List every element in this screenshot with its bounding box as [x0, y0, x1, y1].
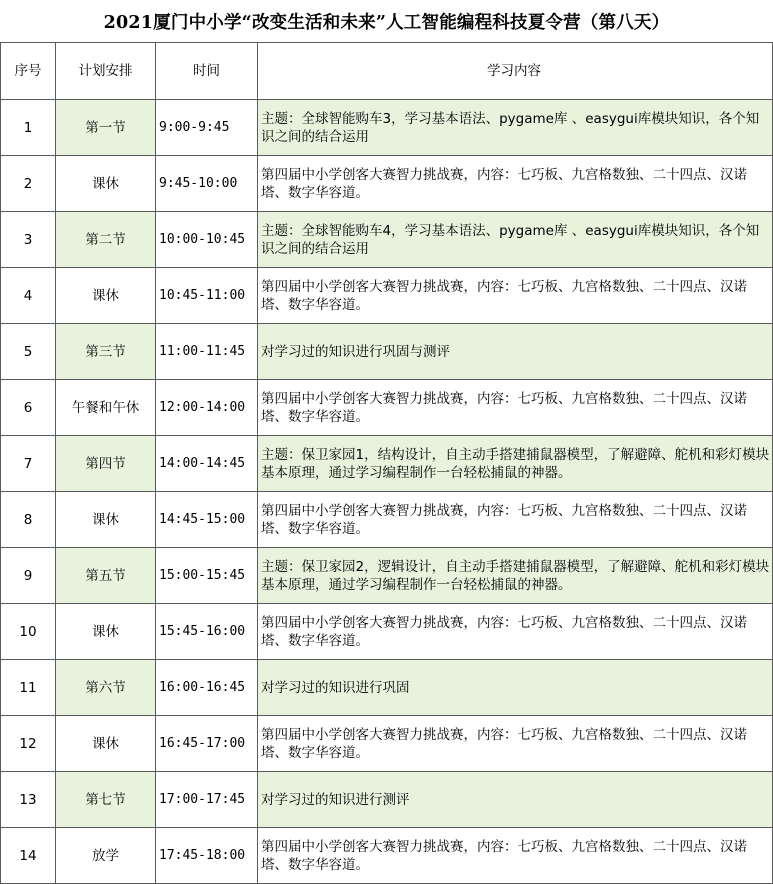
row-index: 14: [1, 828, 56, 884]
row-plan: 第六节: [56, 660, 156, 716]
row-time: 15:00-15:45: [156, 548, 258, 604]
row-time: 15:45-16:00: [156, 604, 258, 660]
row-content: 第四届中小学创客大赛智力挑战赛，内容：七巧板、九宫格数独、二十四点、汉诺塔、数字华容道。: [258, 380, 773, 436]
row-index: 3: [1, 212, 56, 268]
row-content: 第四届中小学创客大赛智力挑战赛，内容：七巧板、九宫格数独、二十四点、汉诺塔、数字华容道。: [258, 492, 773, 548]
table-row: [1, 604, 773, 660]
row-content: 第四届中小学创客大赛智力挑战赛，内容：七巧板、九宫格数独、二十四点、汉诺塔、数字华容道。: [258, 268, 773, 324]
table-row: [1, 156, 773, 212]
header-content: 学习内容: [258, 43, 773, 100]
row-plan: 课休: [56, 716, 156, 772]
table-row: [1, 548, 773, 604]
row-index: 8: [1, 492, 56, 548]
row-index: 6: [1, 380, 56, 436]
row-content: 第四届中小学创客大赛智力挑战赛，内容：七巧板、九宫格数独、二十四点、汉诺塔、数字华容道。: [258, 156, 773, 212]
row-index: 10: [1, 604, 56, 660]
row-time: 10:45-11:00: [156, 268, 258, 324]
row-plan: 第五节: [56, 548, 156, 604]
row-time: 17:45-18:00: [156, 828, 258, 884]
table-row: [1, 100, 773, 156]
row-index: 1: [1, 100, 56, 156]
table-header-row: [1, 43, 773, 100]
row-index: 11: [1, 660, 56, 716]
schedule-table: [0, 42, 773, 884]
table-row: [1, 772, 773, 828]
row-time: 9:00-9:45: [156, 100, 258, 156]
row-time: 14:00-14:45: [156, 436, 258, 492]
row-time: 10:00-10:45: [156, 212, 258, 268]
table-row: [1, 268, 773, 324]
row-content: 对学习过的知识进行巩固: [258, 660, 773, 716]
row-content: 第四届中小学创客大赛智力挑战赛，内容：七巧板、九宫格数独、二十四点、汉诺塔、数字华容道。: [258, 716, 773, 772]
row-time: 11:00-11:45: [156, 324, 258, 380]
table-row: [1, 212, 773, 268]
row-time: 16:00-16:45: [156, 660, 258, 716]
row-plan: 放学: [56, 828, 156, 884]
row-time: 17:00-17:45: [156, 772, 258, 828]
row-content: 对学习过的知识进行巩固与测评: [258, 324, 773, 380]
row-content: 主题：保卫家园2，逻辑设计，自主动手搭建捕鼠器模型，了解避障、舵机和彩灯模块基本原理，通过学习编程制作一台轻松捕鼠的神器。: [258, 548, 773, 604]
row-plan: 第二节: [56, 212, 156, 268]
header-plan: 计划安排: [56, 43, 156, 100]
header-index: 序号: [1, 43, 56, 100]
row-index: 12: [1, 716, 56, 772]
row-time: 16:45-17:00: [156, 716, 258, 772]
row-plan: 午餐和午休: [56, 380, 156, 436]
row-time: 14:45-15:00: [156, 492, 258, 548]
row-content: 主题：全球智能购车4，学习基本语法、pygame库 、easygui库模块知识，各个知识之间的结合运用: [258, 212, 773, 268]
table-row: [1, 436, 773, 492]
table-row: [1, 828, 773, 884]
row-index: 13: [1, 772, 56, 828]
row-plan: 第一节: [56, 100, 156, 156]
table-row: [1, 716, 773, 772]
row-plan: 课休: [56, 604, 156, 660]
table-row: [1, 492, 773, 548]
row-plan: 课休: [56, 156, 156, 212]
row-content: 第四届中小学创客大赛智力挑战赛，内容：七巧板、九宫格数独、二十四点、汉诺塔、数字华容道。: [258, 604, 773, 660]
page-title: 2021厦门中小学“改变生活和未来”人工智能编程科技夏令营（第八天）: [103, 12, 670, 33]
row-index: 5: [1, 324, 56, 380]
row-plan: 课休: [56, 268, 156, 324]
row-content: 第四届中小学创客大赛智力挑战赛，内容：七巧板、九宫格数独、二十四点、汉诺塔、数字华容道。: [258, 828, 773, 884]
row-time: 9:45-10:00: [156, 156, 258, 212]
row-plan: 第三节: [56, 324, 156, 380]
table-row: [1, 660, 773, 716]
row-index: 9: [1, 548, 56, 604]
row-plan: 课休: [56, 492, 156, 548]
row-time: 12:00-14:00: [156, 380, 258, 436]
row-plan: 第七节: [56, 772, 156, 828]
table-row: [1, 380, 773, 436]
row-content: 对学习过的知识进行测评: [258, 772, 773, 828]
header-time: 时间: [156, 43, 258, 100]
row-index: 4: [1, 268, 56, 324]
row-plan: 第四节: [56, 436, 156, 492]
row-content: 主题：全球智能购车3，学习基本语法、pygame库 、easygui库模块知识，各个知识之间的结合运用: [258, 100, 773, 156]
row-content: 主题：保卫家园1，结构设计，自主动手搭建捕鼠器模型，了解避障、舵机和彩灯模块基本原理，通过学习编程制作一台轻松捕鼠的神器。: [258, 436, 773, 492]
row-index: 2: [1, 156, 56, 212]
table-row: [1, 324, 773, 380]
row-index: 7: [1, 436, 56, 492]
